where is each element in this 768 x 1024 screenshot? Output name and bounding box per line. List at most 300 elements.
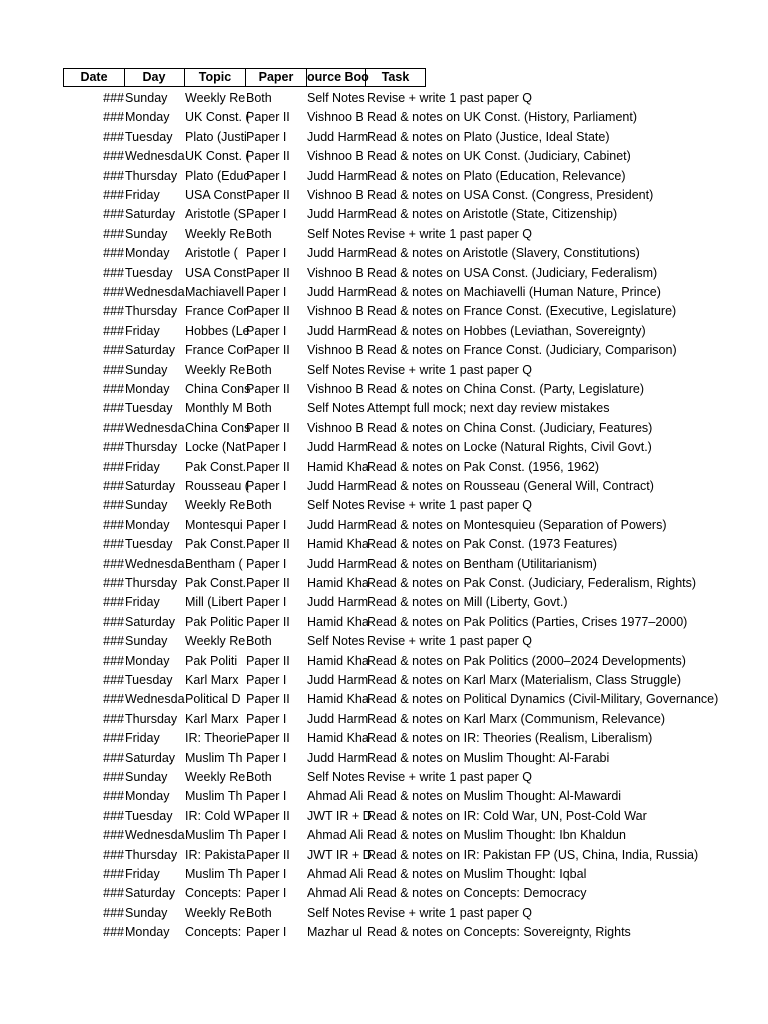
paper-cell[interactable]: Paper II — [246, 731, 290, 746]
source-book-cell[interactable]: Self Notes — [307, 91, 365, 105]
day-cell[interactable]: Tuesday — [125, 673, 173, 687]
date-cell[interactable]: ### — [103, 886, 124, 901]
paper-cell[interactable]: Paper I — [246, 168, 287, 183]
paper-cell[interactable]: Both — [246, 498, 272, 513]
paper-cell[interactable]: Paper II — [246, 692, 290, 707]
topic-cell[interactable]: Machiavell — [185, 285, 245, 299]
paper-cell[interactable]: Paper II — [246, 576, 290, 590]
table-row — [63, 244, 743, 263]
paper-cell[interactable]: Paper II — [246, 188, 290, 202]
date-cell[interactable]: ### — [103, 168, 124, 183]
task-cell[interactable]: Read & notes on Muslim Thought: Iqbal — [367, 867, 587, 881]
table-row — [63, 593, 743, 612]
task-cell[interactable]: Revise + write 1 past paper Q — [367, 91, 533, 105]
source-book-cell[interactable]: Ahmad Ali — [307, 886, 364, 901]
topic-cell[interactable]: IR: Theorie — [185, 731, 247, 746]
task-cell[interactable]: Read & notes on UK Const. (Judiciary, Cabinet) — [367, 149, 631, 164]
topic-cell[interactable]: Locke (Nat — [185, 440, 246, 455]
day-cell[interactable]: Tuesday — [125, 265, 173, 280]
topic-cell[interactable]: Pak Politic — [185, 614, 244, 629]
paper-cell[interactable]: Paper II — [246, 343, 290, 358]
source-book-cell[interactable]: Judd Harm — [307, 556, 369, 571]
day-cell[interactable]: Sunday — [125, 91, 168, 105]
paper-cell[interactable]: Paper II — [246, 847, 290, 862]
topic-cell[interactable]: USA Const — [185, 265, 247, 280]
task-cell[interactable]: Read & notes on IR: Theories (Realism, Liberalism) — [367, 731, 653, 746]
topic-cell[interactable]: Pak Politi — [185, 653, 238, 668]
topic-cell[interactable]: Weekly Re — [185, 91, 246, 105]
date-cell[interactable]: ### — [103, 925, 124, 940]
day-cell[interactable]: Monday — [125, 789, 170, 804]
source-book-cell[interactable]: Judd Harm — [307, 711, 369, 726]
paper-cell[interactable]: Paper I — [246, 925, 287, 940]
header-topic[interactable]: Topic — [185, 68, 246, 87]
task-cell[interactable]: Read & notes on Bentham (Utilitarianism) — [367, 556, 597, 571]
table-row — [63, 632, 743, 651]
date-cell[interactable]: ### — [103, 91, 124, 105]
day-cell[interactable]: Sunday — [125, 226, 168, 241]
task-cell[interactable]: Revise + write 1 past paper Q — [367, 634, 533, 649]
header-day[interactable]: Day — [124, 68, 185, 87]
date-cell[interactable]: ### — [103, 517, 124, 532]
day-cell[interactable]: Saturday — [125, 207, 176, 222]
task-cell[interactable]: Read & notes on France Const. (Judiciary, Comparison) — [367, 343, 677, 358]
day-cell[interactable]: Saturday — [125, 750, 176, 765]
table-row — [63, 225, 743, 244]
source-book-cell[interactable]: Hamid Kha — [307, 731, 369, 746]
table-row — [63, 749, 743, 768]
topic-cell[interactable]: Mill (Libert — [185, 595, 243, 610]
date-cell[interactable]: ### — [103, 207, 124, 222]
topic-cell[interactable]: IR: Cold W — [185, 808, 246, 823]
task-cell[interactable]: Read & notes on Karl Marx (Communism, Relevance) — [367, 711, 666, 726]
topic-cell[interactable]: Pak Const. — [185, 537, 247, 552]
topic-cell[interactable]: IR: Pakista — [185, 847, 246, 862]
day-cell[interactable]: Saturday — [125, 479, 176, 493]
topic-cell[interactable]: Concepts: — [185, 886, 242, 901]
paper-cell[interactable]: Paper I — [246, 595, 287, 610]
topic-cell[interactable]: China Cons — [185, 382, 251, 396]
date-cell[interactable]: ### — [103, 440, 124, 455]
table-row — [63, 613, 743, 632]
paper-cell[interactable]: Paper II — [246, 808, 290, 823]
day-cell[interactable]: Tuesday — [125, 401, 173, 416]
date-cell[interactable]: ### — [103, 246, 124, 261]
source-book-cell[interactable]: Self Notes — [307, 634, 365, 649]
paper-cell[interactable]: Paper II — [246, 614, 290, 629]
table-row — [63, 128, 743, 147]
topic-cell[interactable]: China Cons — [185, 420, 251, 435]
source-book-cell[interactable]: Self Notes — [307, 905, 365, 920]
topic-cell[interactable]: Weekly Re — [185, 905, 246, 920]
task-cell[interactable]: Read & notes on Pak Const. (1956, 1962) — [367, 459, 600, 474]
date-cell[interactable]: ### — [103, 847, 124, 862]
task-cell[interactable]: Read & notes on Concepts: Democracy — [367, 886, 587, 901]
day-cell[interactable]: Tuesday — [125, 537, 173, 552]
header-paper[interactable]: Paper — [246, 68, 307, 87]
task-cell[interactable]: Read & notes on Machiavelli (Human Nature, Prince) — [367, 285, 661, 299]
paper-cell[interactable]: Paper II — [246, 420, 290, 435]
topic-cell[interactable]: Pak Const. — [185, 576, 247, 590]
header-source-book[interactable]: ource Boo — [307, 68, 366, 87]
task-cell[interactable]: Revise + write 1 past paper Q — [367, 770, 533, 784]
topic-cell[interactable]: Weekly Re — [185, 362, 246, 377]
source-book-cell[interactable]: Judd Harm — [307, 207, 369, 222]
day-cell[interactable]: Wednesda — [125, 149, 185, 164]
topic-cell[interactable]: Pak Const. — [185, 459, 247, 474]
paper-cell[interactable]: Paper I — [246, 207, 287, 222]
task-cell[interactable]: Read & notes on IR: Pakistan FP (US, China, India, Russia) — [367, 847, 699, 862]
date-cell[interactable]: ### — [103, 149, 124, 164]
date-cell[interactable]: ### — [103, 343, 124, 358]
task-cell[interactable]: Read & notes on Montesquieu (Separation of Powers) — [367, 517, 667, 532]
date-cell[interactable]: ### — [103, 110, 124, 125]
topic-cell[interactable]: Muslim Th — [185, 750, 243, 765]
task-cell[interactable]: Read & notes on Pak Const. (Judiciary, Federalism, Rights) — [367, 576, 697, 590]
source-book-cell[interactable]: Self Notes — [307, 401, 365, 416]
topic-cell[interactable]: Weekly Re — [185, 634, 246, 649]
task-cell[interactable]: Read & notes on Pak Politics (Parties, Crises 1977–2000) — [367, 614, 688, 629]
paper-cell[interactable]: Paper I — [246, 886, 287, 901]
day-cell[interactable]: Friday — [125, 188, 160, 202]
date-cell[interactable]: ### — [103, 614, 124, 629]
date-cell[interactable]: ### — [103, 498, 124, 513]
source-book-cell[interactable]: Judd Harm — [307, 517, 369, 532]
task-cell[interactable]: Read & notes on Pak Politics (2000–2024 Developments) — [367, 653, 686, 668]
table-row — [63, 380, 743, 399]
task-cell[interactable]: Read & notes on Aristotle (Slavery, Constitutions) — [367, 246, 640, 261]
date-cell[interactable]: ### — [103, 382, 124, 396]
paper-cell[interactable]: Both — [246, 770, 272, 784]
task-cell[interactable]: Read & notes on Pak Const. (1973 Features) — [367, 537, 618, 552]
source-book-cell[interactable]: Self Notes — [307, 498, 365, 513]
date-cell[interactable]: ### — [103, 750, 124, 765]
day-cell[interactable]: Sunday — [125, 905, 168, 920]
day-cell[interactable]: Monday — [125, 382, 170, 396]
table-row — [63, 807, 743, 826]
day-cell[interactable]: Tuesday — [125, 808, 173, 823]
paper-cell[interactable]: Paper II — [246, 304, 290, 319]
task-cell[interactable]: Read & notes on Rousseau (General Will, Contract) — [367, 479, 654, 493]
date-cell[interactable]: ### — [103, 401, 124, 416]
source-book-cell[interactable]: Hamid Kha — [307, 653, 369, 668]
date-cell[interactable]: ### — [103, 265, 124, 280]
day-cell[interactable]: Wednesda — [125, 556, 185, 571]
day-cell[interactable]: Thursday — [125, 576, 178, 590]
paper-cell[interactable]: Paper I — [246, 285, 287, 299]
table-row — [63, 826, 743, 845]
day-cell[interactable]: Saturday — [125, 886, 176, 901]
topic-cell[interactable]: Karl Marx — [185, 673, 239, 687]
task-cell[interactable]: Read & notes on France Const. (Executive, Legislature) — [367, 304, 677, 319]
paper-cell[interactable]: Paper I — [246, 517, 287, 532]
source-book-cell[interactable]: Ahmad Ali — [307, 789, 364, 804]
paper-cell[interactable]: Paper I — [246, 750, 287, 765]
topic-cell[interactable]: Hobbes (Le — [185, 323, 250, 338]
source-book-cell[interactable]: Self Notes — [307, 226, 365, 241]
date-cell[interactable]: ### — [103, 362, 124, 377]
task-cell[interactable]: Read & notes on USA Const. (Judiciary, Federalism) — [367, 265, 658, 280]
table-row — [63, 535, 743, 554]
day-cell[interactable]: Thursday — [125, 711, 178, 726]
source-book-cell[interactable]: Vishnoo B — [307, 110, 364, 125]
task-cell[interactable]: Read & notes on Political Dynamics (Civil-Military, Governance) — [367, 692, 719, 707]
date-cell[interactable]: ### — [103, 226, 124, 241]
paper-cell[interactable]: Both — [246, 401, 272, 416]
topic-cell[interactable]: Aristotle ( — [185, 246, 238, 261]
paper-cell[interactable]: Paper I — [246, 129, 287, 144]
topic-cell[interactable]: UK Const. ( — [185, 110, 250, 125]
date-cell[interactable]: ### — [103, 711, 124, 726]
source-book-cell[interactable]: Hamid Kha — [307, 576, 369, 590]
paper-cell[interactable]: Paper II — [246, 265, 290, 280]
topic-cell[interactable]: Aristotle (S — [185, 207, 247, 222]
topic-cell[interactable]: Bentham ( — [185, 556, 243, 571]
task-cell[interactable]: Read & notes on Muslim Thought: Al-Mawardi — [367, 789, 622, 804]
source-book-cell[interactable]: Ahmad Ali — [307, 867, 364, 881]
topic-cell[interactable]: Montesqui — [185, 517, 243, 532]
date-cell[interactable]: ### — [103, 556, 124, 571]
source-book-cell[interactable]: Vishnoo B — [307, 149, 364, 164]
date-cell[interactable]: ### — [103, 653, 124, 668]
topic-cell[interactable]: Muslim Th — [185, 828, 243, 843]
paper-cell[interactable]: Paper II — [246, 110, 290, 125]
task-cell[interactable]: Read & notes on USA Const. (Congress, President) — [367, 188, 654, 202]
source-book-cell[interactable]: Judd Harm — [307, 129, 369, 144]
day-cell[interactable]: Saturday — [125, 614, 176, 629]
source-book-cell[interactable]: Judd Harm — [307, 750, 369, 765]
task-cell[interactable]: Read & notes on Plato (Education, Relevance) — [367, 168, 626, 183]
table-row — [63, 555, 743, 574]
paper-cell[interactable]: Paper II — [246, 537, 290, 552]
task-cell[interactable]: Attempt full mock; next day review mistakes — [367, 401, 610, 416]
paper-cell[interactable]: Paper I — [246, 479, 287, 493]
source-book-cell[interactable]: Hamid Kha — [307, 692, 369, 707]
day-cell[interactable]: Wednesda — [125, 828, 185, 843]
task-cell[interactable]: Revise + write 1 past paper Q — [367, 498, 533, 513]
topic-cell[interactable]: Concepts: — [185, 925, 242, 940]
topic-cell[interactable]: UK Const. ( — [185, 149, 250, 164]
table-row — [63, 283, 743, 302]
source-book-cell[interactable]: Judd Harm — [307, 285, 369, 299]
date-cell[interactable]: ### — [103, 129, 124, 144]
date-cell[interactable]: ### — [103, 323, 124, 338]
date-cell[interactable]: ### — [103, 285, 124, 299]
source-book-cell[interactable]: Vishnoo B — [307, 304, 364, 319]
table-row — [63, 419, 743, 438]
source-book-cell[interactable]: Hamid Kha — [307, 537, 369, 552]
paper-cell[interactable]: Paper I — [246, 867, 287, 881]
day-cell[interactable]: Thursday — [125, 304, 178, 319]
source-book-cell[interactable]: Vishnoo B — [307, 265, 364, 280]
day-cell[interactable]: Sunday — [125, 362, 168, 377]
source-book-cell[interactable]: Hamid Kha — [307, 459, 369, 474]
day-cell[interactable]: Friday — [125, 731, 160, 746]
day-cell[interactable]: Monday — [125, 110, 170, 125]
source-book-cell[interactable]: Judd Harm — [307, 246, 369, 261]
source-book-cell[interactable]: Vishnoo B — [307, 343, 364, 358]
date-cell[interactable]: ### — [103, 634, 124, 649]
source-book-cell[interactable]: JWT IR + D — [307, 847, 372, 862]
topic-cell[interactable]: Muslim Th — [185, 867, 243, 881]
table-row — [63, 904, 743, 923]
paper-cell[interactable]: Paper I — [246, 556, 287, 571]
date-cell[interactable]: ### — [103, 537, 124, 552]
task-cell[interactable]: Revise + write 1 past paper Q — [367, 905, 533, 920]
topic-cell[interactable]: Plato (Educ — [185, 168, 250, 183]
topic-cell[interactable]: Political D — [185, 692, 241, 707]
topic-cell[interactable]: USA Const — [185, 188, 247, 202]
day-cell[interactable]: Friday — [125, 595, 160, 610]
paper-cell[interactable]: Paper I — [246, 789, 287, 804]
date-cell[interactable]: ### — [103, 692, 124, 707]
table-row — [63, 302, 743, 321]
paper-cell[interactable]: Paper I — [246, 246, 287, 261]
date-cell[interactable]: ### — [103, 673, 124, 687]
task-cell[interactable]: Read & notes on Locke (Natural Rights, Civil Govt.) — [367, 440, 652, 455]
date-cell[interactable]: ### — [103, 459, 124, 474]
task-cell[interactable]: Read & notes on Plato (Justice, Ideal State) — [367, 129, 610, 144]
paper-cell[interactable]: Both — [246, 226, 272, 241]
task-cell[interactable]: Read & notes on IR: Cold War, UN, Post-Cold War — [367, 808, 647, 823]
topic-cell[interactable]: Muslim Th — [185, 789, 243, 804]
day-cell[interactable]: Tuesday — [125, 129, 173, 144]
source-book-cell[interactable]: Hamid Kha — [307, 614, 369, 629]
source-book-cell[interactable]: Judd Harm — [307, 323, 369, 338]
day-cell[interactable]: Wednesda — [125, 692, 185, 707]
source-book-cell[interactable]: Self Notes — [307, 770, 365, 784]
paper-cell[interactable]: Both — [246, 634, 272, 649]
paper-cell[interactable]: Paper I — [246, 673, 287, 687]
source-book-cell[interactable]: Judd Harm — [307, 673, 369, 687]
task-cell[interactable]: Read & notes on Mill (Liberty, Govt.) — [367, 595, 568, 610]
source-book-cell[interactable]: Judd Harm — [307, 440, 369, 455]
task-cell[interactable]: Read & notes on China Const. (Party, Legislature) — [367, 382, 644, 396]
paper-cell[interactable]: Paper I — [246, 440, 287, 455]
paper-cell[interactable]: Paper I — [246, 323, 287, 338]
table-row — [63, 690, 743, 709]
table-row — [63, 167, 743, 186]
table-row — [63, 574, 743, 593]
task-cell[interactable]: Revise + write 1 past paper Q — [367, 226, 533, 241]
date-cell[interactable]: ### — [103, 770, 124, 784]
source-book-cell[interactable]: Vishnoo B — [307, 382, 364, 396]
source-book-cell[interactable]: Ahmad Ali — [307, 828, 364, 843]
paper-cell[interactable]: Paper II — [246, 653, 290, 668]
paper-cell[interactable]: Both — [246, 905, 272, 920]
topic-cell[interactable]: Plato (Justi — [185, 129, 247, 144]
date-cell[interactable]: ### — [103, 789, 124, 804]
topic-cell[interactable]: Weekly Re — [185, 226, 246, 241]
task-cell[interactable]: Read & notes on China Const. (Judiciary, Features) — [367, 420, 653, 435]
table-row — [63, 768, 743, 787]
day-cell[interactable]: Monday — [125, 653, 170, 668]
date-cell[interactable]: ### — [103, 595, 124, 610]
day-cell[interactable]: Wednesda — [125, 285, 185, 299]
day-cell[interactable]: Friday — [125, 323, 160, 338]
day-cell[interactable]: Sunday — [125, 498, 168, 513]
day-cell[interactable]: Monday — [125, 246, 170, 261]
paper-cell[interactable]: Paper II — [246, 382, 290, 396]
source-book-cell[interactable]: Mazhar ul — [307, 925, 362, 940]
task-cell[interactable]: Read & notes on Aristotle (State, Citizenship) — [367, 207, 618, 222]
day-cell[interactable]: Sunday — [125, 634, 168, 649]
task-cell[interactable]: Read & notes on Concepts: Sovereignty, Rights — [367, 925, 631, 940]
task-cell[interactable]: Read & notes on Muslim Thought: Al-Farabi — [367, 750, 610, 765]
topic-cell[interactable]: Rousseau ( — [185, 479, 249, 493]
topic-cell[interactable]: France Cor — [185, 304, 248, 319]
task-cell[interactable]: Read & notes on Hobbes (Leviathan, Sovereignty) — [367, 323, 646, 338]
topic-cell[interactable]: Monthly M — [185, 401, 243, 416]
table-row — [63, 186, 743, 205]
table-row — [63, 496, 743, 515]
day-cell[interactable]: Monday — [125, 925, 170, 940]
source-book-cell[interactable]: Judd Harm — [307, 168, 369, 183]
date-cell[interactable]: ### — [103, 304, 124, 319]
date-cell[interactable]: ### — [103, 576, 124, 590]
date-cell[interactable]: ### — [103, 905, 124, 920]
source-book-cell[interactable]: JWT IR + D — [307, 808, 372, 823]
table-row — [63, 399, 743, 418]
table-row — [63, 671, 743, 690]
date-cell[interactable]: ### — [103, 479, 124, 493]
source-book-cell[interactable]: Vishnoo B — [307, 420, 364, 435]
day-cell[interactable]: Friday — [125, 459, 160, 474]
source-book-cell[interactable]: Judd Harm — [307, 479, 369, 493]
table-row — [63, 729, 743, 748]
table-row — [63, 923, 743, 942]
header-task[interactable]: Task — [366, 68, 426, 87]
topic-cell[interactable]: Karl Marx — [185, 711, 239, 726]
source-book-cell[interactable]: Judd Harm — [307, 595, 369, 610]
paper-cell[interactable]: Both — [246, 362, 272, 377]
task-cell[interactable]: Read & notes on Karl Marx (Materialism, Class Struggle) — [367, 673, 682, 687]
day-cell[interactable]: Thursday — [125, 847, 178, 862]
day-cell[interactable]: Monday — [125, 517, 170, 532]
topic-cell[interactable]: Weekly Re — [185, 498, 246, 513]
paper-cell[interactable]: Both — [246, 91, 272, 105]
table-row — [63, 147, 743, 166]
date-cell[interactable]: ### — [103, 808, 124, 823]
paper-cell[interactable]: Paper I — [246, 711, 287, 726]
task-cell[interactable]: Revise + write 1 past paper Q — [367, 362, 533, 377]
day-cell[interactable]: Wednesda — [125, 420, 185, 435]
day-cell[interactable]: Saturday — [125, 343, 176, 358]
table-row — [63, 477, 743, 496]
paper-cell[interactable]: Paper I — [246, 828, 287, 843]
date-cell[interactable]: ### — [103, 731, 124, 746]
day-cell[interactable]: Friday — [125, 867, 160, 881]
task-cell[interactable]: Read & notes on UK Const. (History, Parliament) — [367, 110, 638, 125]
task-cell[interactable]: Read & notes on Muslim Thought: Ibn Khaldun — [367, 828, 626, 843]
header-date[interactable]: Date — [63, 68, 125, 87]
source-book-cell[interactable]: Self Notes — [307, 362, 365, 377]
day-cell[interactable]: Thursday — [125, 440, 178, 455]
date-cell[interactable]: ### — [103, 867, 124, 881]
table-row — [63, 865, 743, 884]
day-cell[interactable]: Thursday — [125, 168, 178, 183]
topic-cell[interactable]: Weekly Re — [185, 770, 246, 784]
paper-cell[interactable]: Paper II — [246, 459, 290, 474]
date-cell[interactable]: ### — [103, 828, 124, 843]
table-row — [63, 438, 743, 457]
source-book-cell[interactable]: Vishnoo B — [307, 188, 364, 202]
date-cell[interactable]: ### — [103, 420, 124, 435]
topic-cell[interactable]: France Cor — [185, 343, 248, 358]
day-cell[interactable]: Sunday — [125, 770, 168, 784]
date-cell[interactable]: ### — [103, 188, 124, 202]
paper-cell[interactable]: Paper II — [246, 149, 290, 164]
